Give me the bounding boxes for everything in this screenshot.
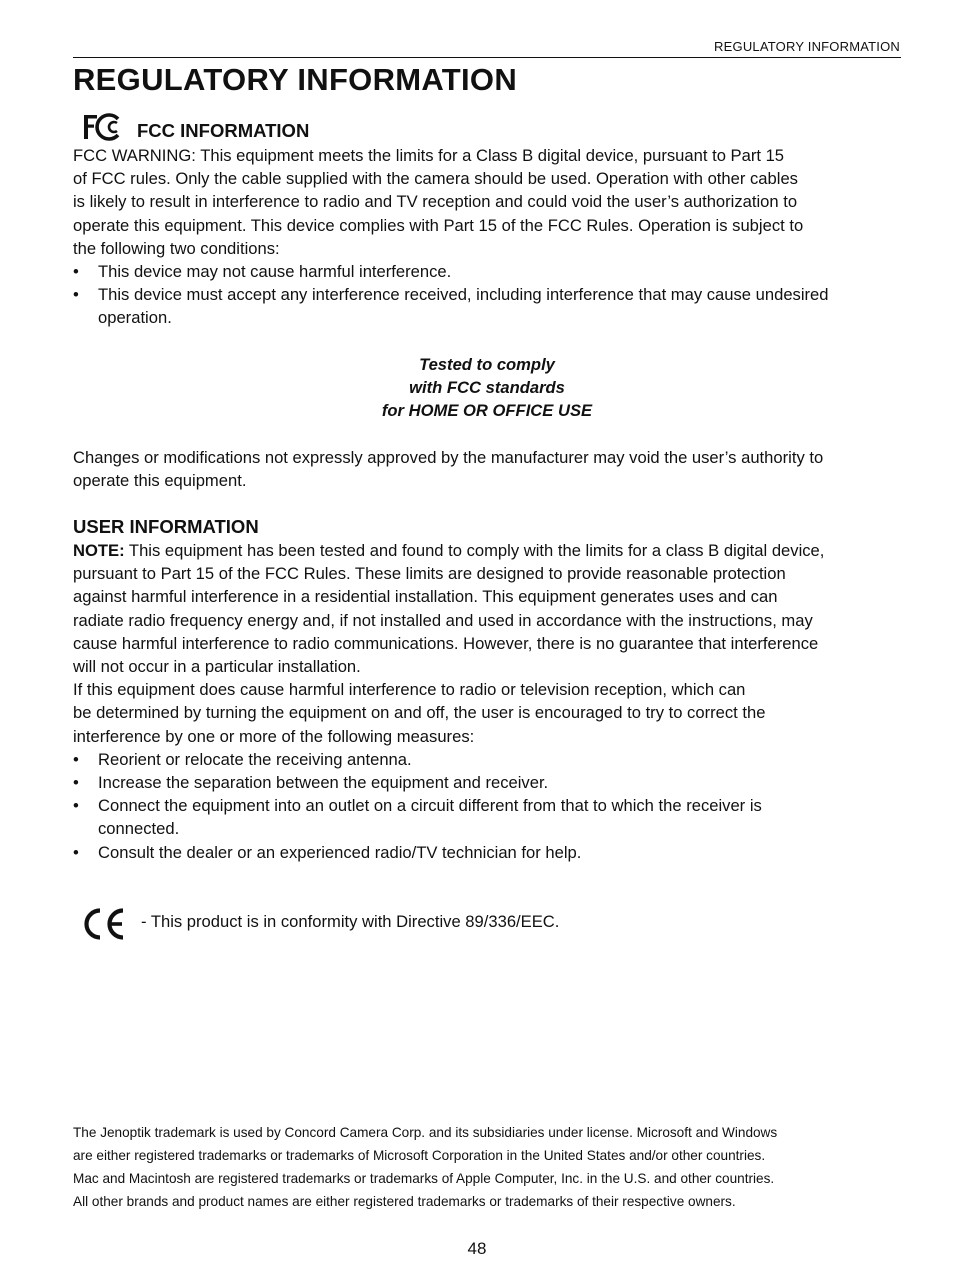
list-item: • Reorient or relocate the receiving antenna. xyxy=(73,748,905,771)
page-title: REGULATORY INFORMATION xyxy=(73,62,518,97)
user-information-text: NOTE: This equipment has been tested and found to comply with the limits for a class B digital device, pursuant to Part 15 of the FCC Rules. These limits are designed to provide reasonable protection against harmful interference in a residential installation. This equipment generates uses and can radiate radio frequency energy and, if not installed and used in accordance with the instructions, may cause harmful interference to radio communications. However, there is no guarantee that interference will not occur in a particular installation. If this equipment does cause harmful interference to radio or television reception, which can be determined by turning the equipment on and off, the user is encouraged to try to correct the interference by one or more of the following measures: • Reorient or relocate the receiving antenna. • Increase the separation between the equipment and receiver. • Connect the equipment into an outlet on a circuit different from that to which the receiver is connected. • Consult the dealer or an experienced radio/TV technician for help. xyxy=(73,539,905,864)
tested-to-comply-statement xyxy=(73,353,901,423)
fcc-warning-line: of FCC rules. Only the cable supplied with the camera should be used. Operation with other cables xyxy=(73,169,798,189)
ce-mark-icon xyxy=(80,906,127,942)
tested-line: Tested to comply xyxy=(419,355,555,374)
list-item: • This device may not cause harmful interference. xyxy=(73,260,905,283)
ce-conformity-text: - This product is in conformity with Directive 89/336/EEC. xyxy=(141,912,560,931)
page-number: 48 xyxy=(467,1239,487,1258)
list-item: • Consult the dealer or an experienced radio/TV technician for help. xyxy=(73,841,905,864)
fcc-warning-line: is likely to result in interference to radio and TV reception and could void the user’s authorization to xyxy=(73,192,798,212)
fcc-warning-line: the following two conditions: xyxy=(73,238,280,258)
fcc-conditions-list xyxy=(73,260,905,330)
note-label: NOTE: xyxy=(73,541,125,560)
fcc-warning-line: FCC WARNING: This equipment meets the limits for a Class B digital device, pursuant to Part 15 xyxy=(73,146,785,165)
fcc-warning-line: operate this equipment. This device complies with Part 15 of the FCC Rules. Operation is subject to xyxy=(73,215,804,235)
user-information-heading: USER INFORMATION xyxy=(73,516,259,537)
fcc-warning-text xyxy=(73,144,905,330)
list-item: • Increase the separation between the equipment and receiver. xyxy=(73,771,905,794)
bullet-icon: • xyxy=(73,285,79,305)
list-item: • Connect the equipment into an outlet on a circuit different from that to which the receiver is xyxy=(73,794,905,817)
trademark-notice: The Jenoptik trademark is used by Concord Camera Corp. and its subsidiaries under license. Microsoft and Windows are either registered trademarks or trademarks of Microsoft Corporation in the United States and/or other countries. Mac and Macintosh are registered trademarks or trademarks of Apple Computer, Inc. in the U.S. and other countries. All other brands and product names are either registered trademarks or trademarks of their respective owners. xyxy=(73,1125,778,1209)
running-head: REGULATORY INFORMATION xyxy=(714,39,900,54)
fcc-logo-icon xyxy=(82,112,128,142)
bullet-icon: • xyxy=(73,262,79,282)
tested-line: for HOME OR OFFICE USE xyxy=(381,401,593,421)
tested-line: with FCC standards xyxy=(409,378,565,398)
bullet-icon: • xyxy=(73,749,79,769)
bullet-icon: • xyxy=(73,773,79,793)
header-rule xyxy=(73,57,901,58)
measures-list xyxy=(73,748,905,864)
list-item-continuation: connected. xyxy=(98,819,180,839)
list-item: • This device must accept any interference received, including interference that may cause undesired xyxy=(73,283,905,306)
fcc-information-heading: FCC INFORMATION xyxy=(137,120,310,141)
changes-paragraph: Changes or modifications not expressly approved by the manufacturer may void the user’s authority to operate this equipment. xyxy=(73,448,824,491)
bullet-icon: • xyxy=(73,842,79,862)
bullet-icon: • xyxy=(73,796,79,816)
list-item-continuation: operation. xyxy=(98,308,172,328)
